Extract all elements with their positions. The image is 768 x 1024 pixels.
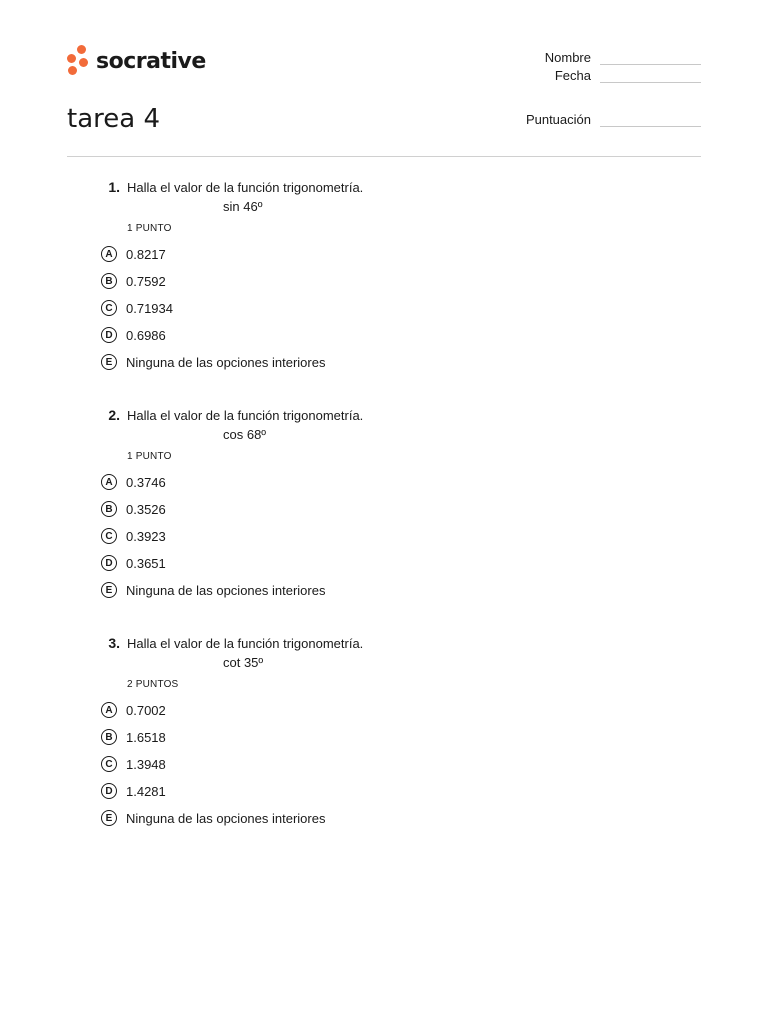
question-prompt: Halla el valor de la función trigonometría.	[127, 180, 364, 195]
option-b[interactable]	[100, 496, 660, 523]
page-title: tarea 4	[67, 104, 160, 134]
logo-dot	[67, 54, 76, 63]
score-line	[600, 113, 701, 127]
question-prompt: Halla el valor de la función trigonometría.	[127, 408, 364, 423]
option-e[interactable]	[100, 805, 660, 832]
option-list	[100, 469, 660, 603]
question-points: 2 PUNTOS	[127, 679, 179, 690]
option-text: Ninguna de las opciones interiores	[126, 354, 326, 370]
option-letter-badge: B	[101, 501, 117, 517]
question-number: 3.	[108, 635, 120, 651]
option-d[interactable]	[100, 550, 660, 577]
option-letter-badge: B	[101, 729, 117, 745]
question-3	[100, 634, 660, 831]
option-text: 1.3948	[126, 756, 166, 772]
option-c[interactable]	[100, 295, 660, 322]
question-expression: sin 46º	[223, 199, 263, 214]
option-letter-badge: D	[101, 783, 117, 799]
option-letter-badge: B	[101, 273, 117, 289]
option-e[interactable]	[100, 349, 660, 376]
option-text: 0.8217	[126, 246, 166, 262]
option-text: 0.71934	[126, 300, 173, 316]
option-a[interactable]	[100, 469, 660, 496]
score-label: Puntuación	[525, 112, 591, 127]
question-expression: cot 35º	[223, 655, 264, 670]
option-text: 0.6986	[126, 327, 166, 343]
logo-dot	[79, 58, 88, 67]
option-a[interactable]	[100, 241, 660, 268]
question-text	[127, 406, 363, 444]
option-letter-badge: E	[101, 810, 117, 826]
question-text	[127, 634, 363, 672]
option-b[interactable]	[100, 724, 660, 751]
name-label: Nombre	[544, 50, 591, 65]
name-field	[545, 47, 701, 65]
option-letter-badge: A	[101, 474, 117, 490]
option-e[interactable]	[100, 577, 660, 604]
question-text	[127, 178, 363, 216]
option-letter-badge: A	[101, 702, 117, 718]
option-text: 1.4281	[126, 783, 166, 799]
option-d[interactable]	[100, 322, 660, 349]
option-text: 1.6518	[126, 729, 166, 745]
header-divider	[67, 156, 701, 157]
option-c[interactable]	[100, 523, 660, 550]
option-c[interactable]	[100, 751, 660, 778]
option-text: Ninguna de las opciones interiores	[126, 582, 326, 598]
option-letter-badge: D	[101, 555, 117, 571]
student-fields	[545, 47, 701, 83]
option-letter-badge: C	[101, 528, 117, 544]
question-2	[100, 406, 660, 603]
option-text: 0.7592	[126, 273, 166, 289]
option-letter-badge: D	[101, 327, 117, 343]
date-line	[600, 69, 701, 83]
date-label: Fecha	[554, 68, 591, 83]
option-d[interactable]	[100, 778, 660, 805]
option-a[interactable]	[100, 697, 660, 724]
option-letter-badge: A	[101, 246, 117, 262]
option-text: Ninguna de las opciones interiores	[126, 810, 326, 826]
option-list	[100, 241, 660, 375]
question-number: 1.	[108, 179, 120, 195]
question-number: 2.	[108, 407, 120, 423]
option-letter-badge: E	[101, 582, 117, 598]
score-field	[526, 112, 701, 127]
date-field	[545, 65, 701, 83]
question-points: 1 PUNTO	[127, 451, 172, 462]
option-list	[100, 697, 660, 831]
option-letter-badge: C	[101, 300, 117, 316]
option-letter-badge: E	[101, 354, 117, 370]
option-text: 0.3651	[126, 555, 166, 571]
name-line	[600, 51, 701, 65]
option-text: 0.3923	[126, 528, 166, 544]
brand-name: socrative	[96, 48, 206, 74]
option-text: 0.3746	[126, 474, 166, 490]
question-prompt: Halla el valor de la función trigonometría.	[127, 636, 364, 651]
question-1	[100, 178, 660, 375]
socrative-logo-icon	[67, 45, 91, 77]
logo-dot	[68, 66, 77, 75]
question-expression: cos 68º	[223, 427, 267, 442]
question-points: 1 PUNTO	[127, 223, 172, 234]
option-letter-badge: C	[101, 756, 117, 772]
socrative-logo	[67, 45, 206, 77]
logo-dot	[77, 45, 86, 54]
option-text: 0.7002	[126, 702, 166, 718]
option-text: 0.3526	[126, 501, 166, 517]
option-b[interactable]	[100, 268, 660, 295]
